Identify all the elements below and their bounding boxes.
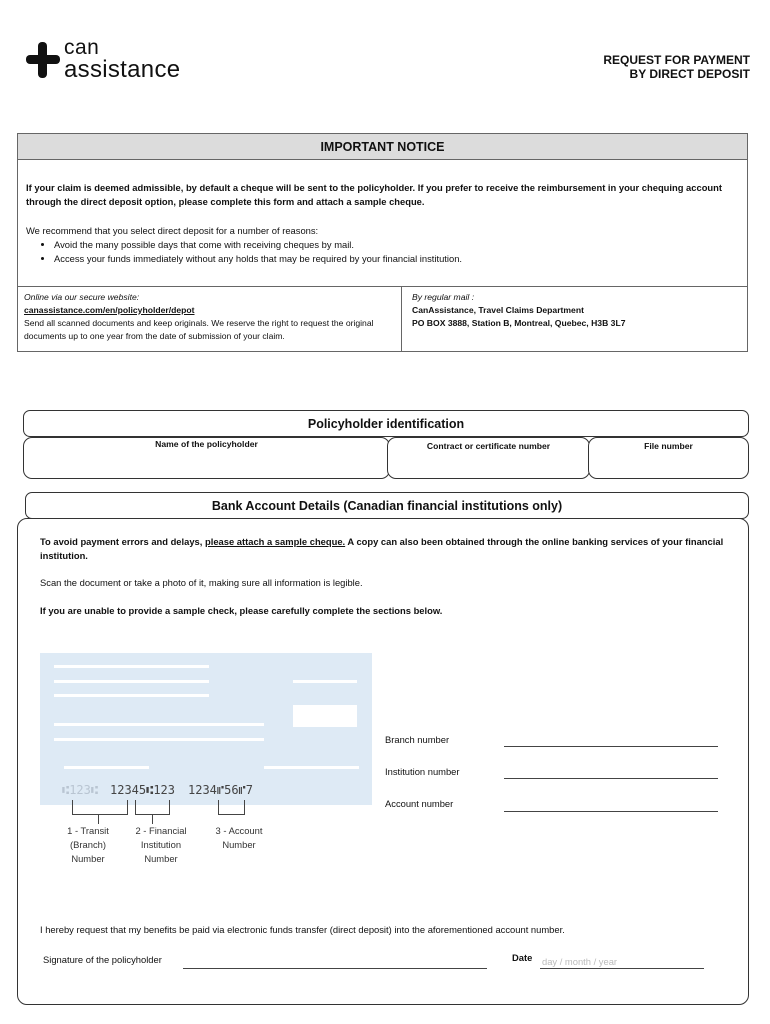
legend-institution: [121, 824, 201, 866]
logo-text-can: can: [64, 36, 100, 59]
legend-account: [199, 824, 279, 852]
notice-paragraph-2: [26, 224, 726, 266]
institution-bracket: [135, 800, 170, 815]
institution-connector: [152, 814, 153, 824]
policyholder-heading: Policyholder identification: [23, 410, 749, 437]
account-number-label: Account number: [385, 798, 454, 809]
date-placeholder: day / month / year: [542, 956, 618, 967]
attach-cheque-text: please attach a sample cheque.: [204, 536, 346, 547]
file-number-value: [589, 451, 748, 457]
micr-cheque-number: ⑆123⑆: [62, 783, 99, 797]
transit-bracket: [72, 800, 128, 815]
signature-field[interactable]: [183, 954, 487, 969]
legend-account-line2: Number: [222, 839, 256, 850]
logo-text-assistance: assistance: [64, 56, 181, 83]
bank-heading: Bank Account Details (Canadian financial institutions only): [25, 492, 749, 519]
policyholder-name-label: Name of the policyholder: [155, 439, 258, 449]
date-label: Date: [512, 952, 533, 963]
legend-transit-num: 1 - Transit: [67, 825, 109, 836]
notice-bullet-list: [26, 238, 726, 266]
policyholder-name-value: [24, 449, 389, 455]
online-label: Online via our secure website:: [24, 292, 140, 302]
important-notice-box: [17, 133, 748, 352]
notice-paragraph-1: If your claim is deemed admissible, by default a cheque will be sent to the policyholder. If you prefer to receive the reimbursement in your chequing account through the direct deposit option, please complete this form and attach a sample cheque.: [26, 182, 723, 207]
account-bracket: [218, 800, 245, 815]
branch-number-label: Branch number: [385, 734, 450, 745]
bank-intro-a: To avoid payment errors and delays,: [40, 536, 205, 547]
contract-number-label: Contract or certificate number: [426, 441, 551, 451]
micr-transit-institution: 12345⑆123: [110, 783, 175, 797]
notice-bullet: • Access your funds immediately without any holds that may be required by your financial institution.: [54, 252, 726, 266]
mail-address-line1: CanAssistance, Travel Claims Department: [412, 305, 584, 315]
signature-label: Signature of the policyholder: [43, 954, 162, 965]
document-title-line2: BY DIRECT DEPOSIT: [629, 67, 750, 81]
legend-institution-line3: Number: [144, 853, 178, 864]
document-title: [603, 53, 750, 81]
policyholder-name-field[interactable]: [23, 437, 390, 479]
legend-institution-line2: Institution: [140, 839, 182, 850]
submission-methods: [18, 286, 747, 352]
legend-transit: [48, 824, 128, 866]
online-link[interactable]: canassistance.com/en/policyholder/depot: [24, 305, 195, 315]
date-field[interactable]: [540, 952, 704, 969]
legend-account-num: 3 - Account: [215, 825, 263, 836]
plus-logo-icon: [26, 42, 60, 78]
contract-number-value: [388, 451, 589, 457]
contract-number-field[interactable]: [387, 437, 590, 479]
mail-label: By regular mail :: [412, 292, 475, 302]
institution-number-input[interactable]: [504, 764, 718, 779]
notice-recommend-text: We recommend that you select direct deposit for a number of reasons:: [26, 225, 319, 236]
online-text: Send all scanned documents and keep originals. We reserve the right to request the original documents up to one year from the date of submission of your claim.: [24, 318, 374, 341]
notice-bullet: • Avoid the many possible days that come with receiving cheques by mail.: [54, 238, 726, 252]
bank-intro: [40, 535, 730, 563]
file-number-label: File number: [644, 441, 693, 451]
bank-intro-b: A copy can also been obtained through the online banking services of your financial institution.: [40, 536, 724, 561]
notice-heading: IMPORTANT NOTICE: [18, 134, 747, 160]
mail-submission: [402, 287, 747, 352]
legend-transit-line2: (Branch): [70, 839, 106, 850]
authorization-text: I hereby request that my benefits be paid via electronic funds transfer (direct deposit) into the aforementioned account number.: [40, 924, 565, 935]
legend-transit-line3: Number: [71, 853, 105, 864]
file-number-field[interactable]: [588, 437, 749, 479]
online-submission: [18, 287, 402, 352]
micr-account: 1234⑈56⑈7: [188, 783, 253, 797]
unable-instructions: If you are unable to provide a sample check, please carefully complete the sections below.: [40, 605, 443, 616]
scan-instructions: Scan the document or take a photo of it, making sure all information is legible.: [40, 577, 363, 588]
canassistance-logo: [26, 38, 216, 84]
institution-number-label: Institution number: [385, 766, 460, 777]
branch-number-input[interactable]: [504, 732, 718, 747]
sample-cheque-illustration: [40, 653, 372, 805]
account-number-input[interactable]: [504, 797, 718, 812]
mail-address-line2: PO BOX 3888, Station B, Montreal, Quebec, H3B 3L7: [412, 318, 626, 328]
document-title-line1: REQUEST FOR PAYMENT: [603, 53, 750, 67]
legend-institution-num: 2 - Financial: [135, 825, 187, 836]
transit-connector: [98, 814, 99, 824]
